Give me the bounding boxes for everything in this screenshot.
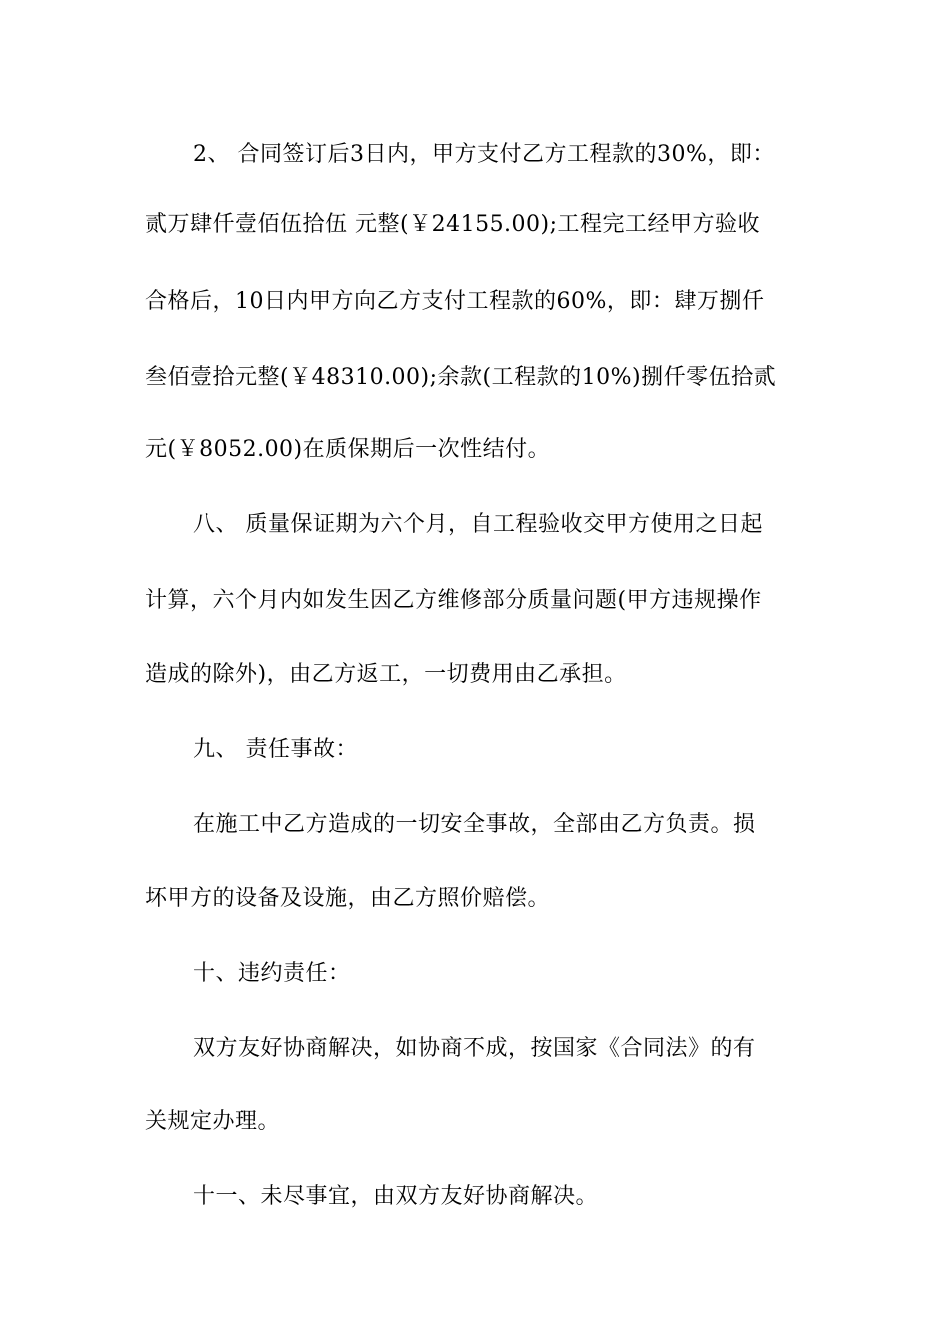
section-heading-liability: 九、 责任事故： [193,737,358,762]
paragraph-line: 在施工中乙方造成的一切安全事故，全部由乙方负责。损 [193,812,756,837]
paragraph-line: 贰万肆仟壹佰伍拾伍 元整(￥24155.00);工程完工经甲方验收 [145,212,761,237]
paragraph-line: 坏甲方的设备及设施，由乙方照价赔偿。 [145,886,551,911]
paragraph-line: 关规定办理。 [145,1109,281,1134]
section-heading-misc: 十一、未尽事宜，由双方友好协商解决。 [193,1184,599,1209]
section-heading-breach: 十、违约责任： [193,961,351,986]
paragraph-line: 计算，六个月内如发生因乙方维修部分质量问题(甲方违规操作 [145,588,762,613]
paragraph-line: 合格后，10日内甲方向乙方支付工程款的60%，即：肆万捌仟 [145,289,765,314]
paragraph-line: 元(￥8052.00)在质保期后一次性结付。 [145,437,551,462]
section-heading-warranty: 八、 质量保证期为六个月，自工程验收交甲方使用之日起 [193,512,763,537]
paragraph-line: 造成的除外)，由乙方返工，一切费用由乙承担。 [145,662,627,687]
paragraph-line: 叁佰壹拾元整(￥48310.00);余款(工程款的10%)捌仟零伍拾贰 [145,365,777,390]
paragraph-line-payment-terms: 2、 合同签订后3日内，甲方支付乙方工程款的30%，即： [193,142,775,167]
paragraph-line: 双方友好协商解决，如协商不成，按国家《合同法》的有 [193,1036,756,1061]
